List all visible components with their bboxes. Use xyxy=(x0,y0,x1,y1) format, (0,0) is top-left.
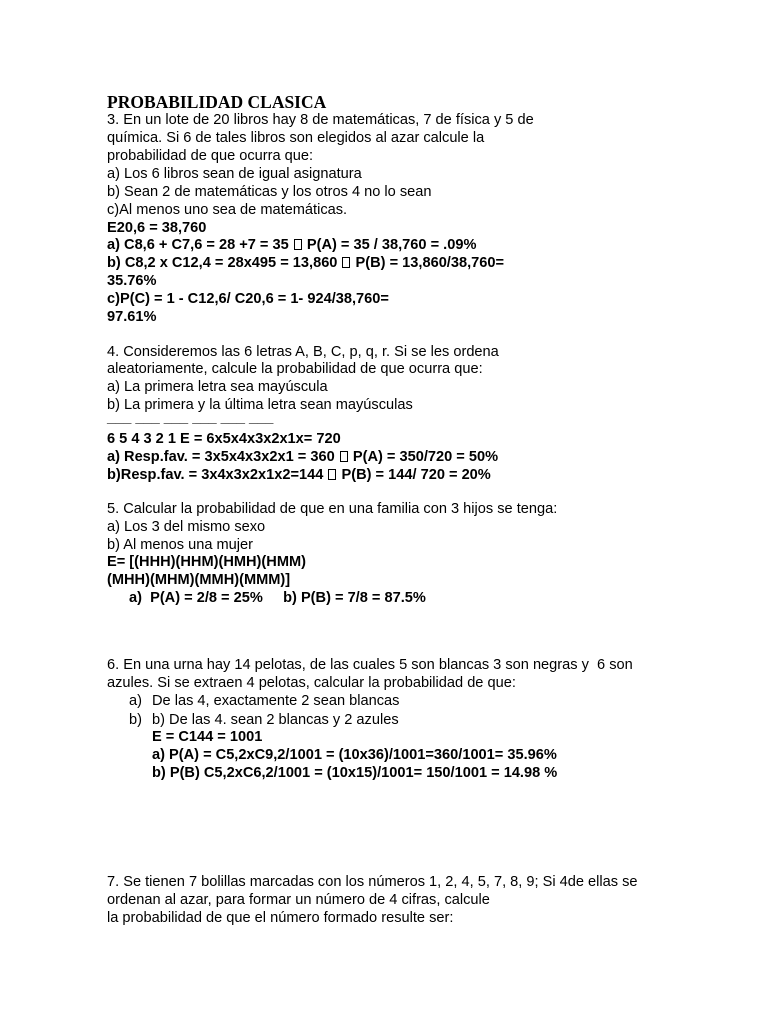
problem-6-solution-a: a) P(A) = C5,2xC9,2/1001 = (10x36)/1001=360/1001= 35.96% xyxy=(152,747,557,763)
problem-4-solution-a xyxy=(107,449,498,466)
solution-a-calc: a) Resp.fav. = 3x5x4x3x2x1 = 360 xyxy=(107,449,335,465)
problem-3-statement-line-3: probabilidad de que ocurra que: xyxy=(107,148,314,164)
problem-3-statement-line-2: química. Si 6 de tales libros son elegidos al azar calcule la xyxy=(107,130,485,146)
problem-5-sample-space-line-1: E= [(HHH)(HHM)(HMH)(HMM) xyxy=(107,554,306,570)
problem-3-solution-b-percent: 35.76% xyxy=(107,273,157,289)
problem-6-statement-line-2: azules. Si se extraen 4 pelotas, calcular la probabilidad de que: xyxy=(107,675,516,691)
solution-b-calc: b)Resp.fav. = 3x4x3x2x1x2=144 xyxy=(107,467,324,483)
solution-b-calc: b) C8,2 x C12,4 = 28x495 = 13,860 xyxy=(107,255,338,271)
problem-6-sample-space: E = C144 = 1001 xyxy=(152,729,263,745)
missing-glyph-icon xyxy=(342,257,350,268)
problem-3-solution-c-percent: 97.61% xyxy=(107,309,157,325)
solution-b-result: P(B) = 13,860/38,760= xyxy=(355,255,505,271)
problem-5-option-b: b) Al menos una mujer xyxy=(107,537,254,553)
solution-a-result: P(A) = 350/720 = 50% xyxy=(352,449,499,465)
option-text: De las 4, exactamente 2 sean blancas xyxy=(152,693,400,709)
problem-5-sample-space-line-2: (MHH)(MHM)(MMH)(MMM)] xyxy=(107,572,291,588)
problem-4-statement-line-2: aleatoriamente, calcule la probabilidad de que ocurra que: xyxy=(107,361,483,377)
page-title: PROBABILIDAD CLASICA xyxy=(107,92,327,112)
missing-glyph-icon xyxy=(294,239,302,250)
problem-7-statement-line-1: 7. Se tienen 7 bolillas marcadas con los números 1, 2, 4, 5, 7, 8, 9; Si 4de ellas se xyxy=(107,874,638,890)
problem-3-solution-a xyxy=(107,237,476,254)
problem-5-option-a: a) Los 3 del mismo sexo xyxy=(107,519,266,535)
problem-3-solution-c: c)P(C) = 1 - C12,6/ C20,6 = 1- 924/38,760= xyxy=(107,291,389,307)
problem-3-option-a: a) Los 6 libros sean de igual asignatura xyxy=(107,166,362,182)
problem-6-option-b xyxy=(129,712,399,729)
problem-3-statement-line-1: 3. En un lote de 20 libros hay 8 de matemáticas, 7 de física y 5 de xyxy=(107,112,534,128)
problem-4-option-a: a) La primera letra sea mayúscula xyxy=(107,379,328,395)
problem-4-option-b: b) La primera y la última letra sean mayúsculas xyxy=(107,397,413,413)
problem-7-statement-line-3: la probabilidad de que el número formado resulte ser: xyxy=(107,910,454,926)
problem-7-statement-line-2: ordenan al azar, para formar un número de 4 cifras, calcule xyxy=(107,892,490,908)
option-text: b) De las 4. sean 2 blancas y 2 azules xyxy=(152,712,399,728)
problem-5-statement: 5. Calcular la probabilidad de que en una familia con 3 hijos se tenga: xyxy=(107,501,558,517)
problem-3-sample-space: E20,6 = 38,760 xyxy=(107,220,207,236)
problem-4-blanks: ___ ___ ___ ___ ___ ___ xyxy=(107,410,274,426)
missing-glyph-icon xyxy=(328,469,336,480)
solution-a-calc: a) C8,6 + C7,6 = 28 +7 = 35 xyxy=(107,237,289,253)
solution-a-result: P(A) = 35 / 38,760 = .09% xyxy=(306,237,477,253)
problem-6-statement-line-1: 6. En una urna hay 14 pelotas, de las cuales 5 son blancas 3 son negras y 6 son xyxy=(107,657,633,673)
problem-3-solution-b xyxy=(107,255,504,272)
problem-3-option-b: b) Sean 2 de matemáticas y los otros 4 no lo sean xyxy=(107,184,432,200)
problem-3-option-c: c)Al menos uno sea de matemáticas. xyxy=(107,202,348,218)
list-marker: b) xyxy=(129,712,142,728)
problem-4-sample-space: 6 5 4 3 2 1 E = 6x5x4x3x2x1x= 720 xyxy=(107,431,341,447)
problem-6-option-a xyxy=(129,693,399,710)
problem-6-solution-b: b) P(B) C5,2xC6,2/1001 = (10x15)/1001= 150/1001 = 14.98 % xyxy=(152,765,558,781)
problem-4-statement-line-1: 4. Consideremos las 6 letras A, B, C, p, q, r. Si se les ordena xyxy=(107,344,499,360)
missing-glyph-icon xyxy=(340,451,348,462)
solution-b-result: P(B) = 144/ 720 = 20% xyxy=(341,467,491,483)
problem-5-solutions: a) P(A) = 2/8 = 25% b) P(B) = 7/8 = 87.5% xyxy=(129,590,426,606)
problem-4-solution-b xyxy=(107,467,491,484)
list-marker: a) xyxy=(129,693,142,709)
